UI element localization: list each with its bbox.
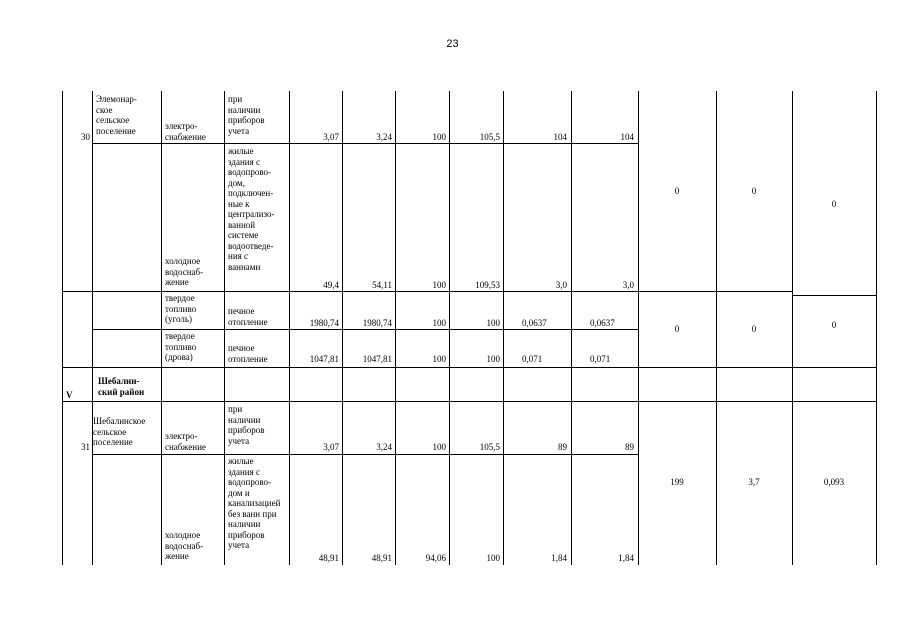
value-cell: 89 [625, 442, 634, 452]
conditions: печное отопление [228, 306, 268, 327]
value-cell: 100 [432, 132, 446, 142]
conditions: печное отопление [228, 343, 268, 364]
value-cell: 100 [432, 280, 446, 290]
value-cell: 1980,74 [362, 318, 392, 328]
value-cell: 100 [486, 318, 500, 328]
row-number: 30 [81, 132, 90, 142]
value-cell: 3,0 [555, 280, 567, 290]
conditions: при наличии приборов учета [228, 404, 265, 446]
value-cell: 89 [558, 442, 567, 452]
value-cell: 104 [553, 132, 567, 142]
value-cell: 48,91 [318, 553, 339, 563]
summary-value: 0 [751, 324, 757, 334]
value-cell: 104 [620, 132, 634, 142]
value-cell: 3,24 [376, 132, 392, 142]
value-cell: 3,07 [323, 442, 339, 452]
value-cell: 1,84 [618, 553, 634, 563]
service-type: холодное водоснаб- жение [165, 256, 204, 287]
value-cell: 3,07 [323, 132, 339, 142]
value-cell: 54,11 [372, 280, 392, 290]
value-cell: 100 [486, 553, 500, 563]
settlement-name: Элемонар- ское сельское поселение [96, 94, 137, 136]
summary-value: 0 [751, 186, 757, 196]
value-cell: 3,0 [622, 280, 634, 290]
conditions: при наличии приборов учета [228, 94, 265, 136]
value-cell: 100 [432, 318, 446, 328]
value-cell: 0,071 [590, 354, 611, 364]
settlement-name: Шебалинское сельское поселение [93, 416, 146, 447]
summary-value: 0 [674, 324, 680, 334]
service-type: твердое топливо (уголь) [165, 293, 197, 324]
value-cell: 105,5 [479, 132, 500, 142]
value-cell: 100 [432, 354, 446, 364]
summary-value: 3,7 [748, 477, 760, 487]
value-cell: 94,06 [425, 553, 446, 563]
conditions: жилые здания с водопрово- дом, подключен- ные к централизо- ванной системе водоотведе- ния с ваннами [228, 146, 275, 272]
value-cell: 0,0637 [590, 318, 615, 328]
page-number: 23 [446, 38, 459, 50]
value-cell: 3,24 [376, 442, 392, 452]
value-cell: 100 [486, 354, 500, 364]
summary-value: 0,093 [823, 477, 845, 487]
summary-value: 0 [674, 186, 680, 196]
summary-value: 0 [831, 199, 837, 209]
value-cell: 105,5 [479, 442, 500, 452]
service-type: холодное водоснаб- жение [165, 530, 204, 561]
value-cell: 49,4 [323, 280, 339, 290]
value-cell: 1047,81 [309, 354, 339, 364]
value-cell: 109,53 [475, 280, 500, 290]
service-type: электро- снабжение [165, 431, 206, 452]
value-cell: 100 [432, 442, 446, 452]
section-title: Шебалин- ский район [98, 376, 145, 397]
value-cell: 0,0637 [522, 318, 547, 328]
service-type: твердое топливо (дрова) [165, 331, 197, 362]
summary-value: 199 [670, 477, 684, 487]
row-number: 31 [81, 442, 90, 452]
value-cell: 1,84 [551, 553, 567, 563]
value-cell: 1047,81 [362, 354, 392, 364]
value-cell: 48,91 [371, 553, 392, 563]
service-type: электро- снабжение [165, 121, 206, 142]
summary-value: 0 [831, 320, 837, 330]
value-cell: 1980,74 [309, 318, 339, 328]
section-number: V [66, 390, 73, 400]
conditions: жилые здания с водопрово- дом и канализацией без ванн при наличии приборов учета [228, 456, 281, 550]
value-cell: 0,071 [522, 354, 543, 364]
